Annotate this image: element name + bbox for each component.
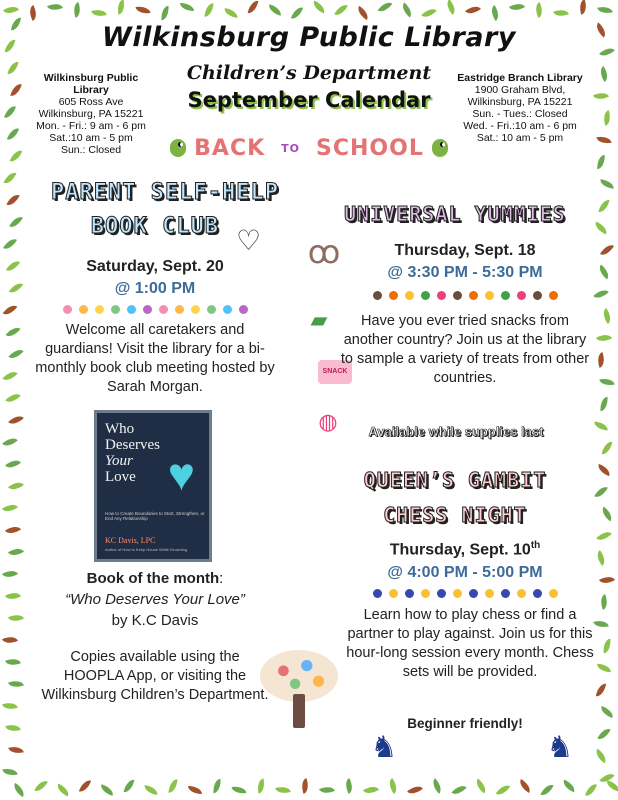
heart-family-icon: ♡ <box>236 225 262 256</box>
divider-dot <box>127 305 136 314</box>
main-branch-hours2: Sat.:10 am - 5 pm <box>49 132 133 144</box>
leaf-icon <box>451 782 466 798</box>
leaf-icon <box>593 749 609 763</box>
divider-dot <box>437 291 446 300</box>
leaf-icon <box>443 0 458 15</box>
book-cover-title-3: Your <box>105 453 133 469</box>
main-branch-hours3: Sun.: Closed <box>60 144 122 156</box>
banner-school-text: SCHOOL <box>316 135 424 161</box>
leaf-icon <box>585 782 597 798</box>
eastridge-branch-hours3: Sat.: 10 am - 5 pm <box>476 132 564 144</box>
leaf-icon <box>34 778 48 794</box>
leaf-icon <box>473 779 489 794</box>
leaf-icon <box>232 785 247 795</box>
main-branch-address1: 605 Ross Ave <box>58 96 124 108</box>
main-branch-info <box>26 72 156 156</box>
leaf-icon <box>299 778 311 794</box>
divider-dot <box>469 589 478 598</box>
leaf-icon <box>136 5 151 15</box>
divider-dot <box>533 291 542 300</box>
leaf-icon <box>5 722 21 734</box>
donut-icon: ◍ <box>318 409 338 434</box>
divider-dot <box>373 589 382 598</box>
leaf-icon <box>5 456 21 471</box>
leaf-icon <box>540 782 553 798</box>
leaf-icon <box>605 780 618 791</box>
leaf-icon <box>593 222 609 235</box>
divider-dot <box>501 291 510 300</box>
leaf-icon <box>11 783 27 797</box>
month-title: September Calendar <box>187 88 431 112</box>
leaf-icon <box>3 302 18 318</box>
leaf-icon <box>599 706 615 718</box>
yummies-heading: UNIVERSAL YUMMIES <box>344 202 566 226</box>
divider-dot <box>111 305 120 314</box>
leaf-icon <box>407 782 423 797</box>
chess-date-line <box>340 540 590 559</box>
back-to-school-banner <box>170 133 448 163</box>
divider-dot <box>239 305 248 314</box>
leaf-icon <box>275 784 291 796</box>
divider-dot <box>63 305 72 314</box>
leaf-icon <box>599 507 615 522</box>
leaf-icon <box>2 501 18 516</box>
banner-back-text: BACK <box>194 135 266 161</box>
leaf-icon <box>256 778 267 793</box>
leaf-icon <box>597 726 610 742</box>
leaf-icon <box>99 784 115 796</box>
book-cover-subtitle: How to Create Boundaries to Start, Strengthen, or End Any Relationship <box>105 511 205 521</box>
leaf-icon <box>5 390 20 406</box>
leaf-icon <box>188 786 202 794</box>
leaf-icon <box>116 0 127 15</box>
leaf-icon <box>91 7 107 19</box>
leaf-icon <box>8 678 24 690</box>
leaf-icon <box>602 440 613 455</box>
leaf-icon <box>594 422 609 431</box>
leaf-icon <box>601 110 613 126</box>
leaf-icon <box>71 2 83 18</box>
botm-author: by K.C Davis <box>111 612 199 629</box>
leaf-icon <box>8 611 24 624</box>
leaf-icon <box>6 324 21 340</box>
yummies-description: Have you ever tried snacks from another country? Join us at the library to sample a variety of treats from other countries. <box>340 313 590 386</box>
banner-back <box>194 136 265 161</box>
leaf-icon <box>553 7 569 20</box>
leaf-icon <box>399 2 415 17</box>
leaf-icon <box>3 3 19 17</box>
leaf-icon <box>2 767 17 778</box>
leaf-icon <box>600 397 609 412</box>
leaf-icon <box>532 2 545 18</box>
leaf-icon <box>597 4 613 15</box>
leaf-icon <box>2 368 17 384</box>
page-subtitle: Children’s Department <box>186 62 432 84</box>
divider-dot <box>159 305 168 314</box>
leaf-icon <box>8 479 24 494</box>
snack-bag-icon: SNACK <box>318 360 352 384</box>
leaf-icon <box>26 5 40 21</box>
leaf-icon <box>600 308 615 324</box>
leaf-icon <box>596 464 612 476</box>
leaf-icon <box>8 744 24 755</box>
leaf-icon <box>363 783 379 797</box>
leaf-icon <box>267 4 283 16</box>
chess-date-suffix: th <box>530 540 541 551</box>
leaf-icon <box>161 6 170 21</box>
book-club-description: Welcome all caretakers and guardians! Visit the library for a bi-monthly book club meeting hosted by Sarah Morgan. <box>35 322 275 395</box>
chess-time: @ 4:00 PM - 5:00 PM <box>387 564 543 581</box>
leaf-icon <box>2 567 18 581</box>
leaf-icon <box>8 412 24 427</box>
divider-dot <box>373 291 382 300</box>
divider-dot <box>549 589 558 598</box>
eastridge-branch-hours2: Wed. - Fri.:10 am - 6 pm <box>463 120 577 132</box>
book-club-time: @ 1:00 PM <box>114 280 196 297</box>
book-cover-author: KC Davis, LPC <box>105 536 156 545</box>
candy-bar-icon: ▰ <box>310 307 328 332</box>
leaf-icon <box>599 573 615 587</box>
leaf-icon <box>2 633 18 646</box>
divider-dot <box>405 291 414 300</box>
divider-dot <box>421 291 430 300</box>
botm-colon: : <box>219 570 224 587</box>
yummies-time: @ 3:30 PM - 5:30 PM <box>387 264 543 281</box>
eastridge-branch-hours1: Sun. - Tues.: Closed <box>472 108 568 120</box>
leaf-icon <box>509 0 525 14</box>
leaf-icon <box>2 434 18 449</box>
banner-school <box>316 136 424 161</box>
chess-heading-line2: CHESS NIGHT <box>383 503 527 527</box>
leaf-icon <box>596 265 612 280</box>
leaf-icon <box>600 179 615 188</box>
leaf-icon <box>596 528 611 544</box>
leaf-icon <box>79 778 91 794</box>
divider-dot <box>517 291 526 300</box>
book-cover-title-2: Deserves <box>105 437 160 453</box>
book-heart-icon: ♥ <box>167 448 195 500</box>
book-cover-author-note: Author of How to Keep House While Drowning <box>105 547 188 552</box>
leaf-icon <box>8 545 24 559</box>
leaf-icon <box>311 0 327 13</box>
botm-label-line <box>30 570 280 587</box>
book-club-heading-line1: PARENT SELF-HELP <box>51 180 279 205</box>
leaf-icon <box>5 589 21 603</box>
leaf-icon <box>465 3 481 18</box>
leaf-icon <box>3 170 16 186</box>
divider-dot <box>223 305 232 314</box>
leaf-icon <box>6 258 20 274</box>
leaf-icon <box>386 778 401 794</box>
leaf-icon <box>2 700 18 712</box>
leaf-icon <box>47 0 63 13</box>
book-club-dot-divider <box>30 305 280 314</box>
leaf-icon <box>3 236 17 252</box>
divider-dot <box>389 589 398 598</box>
divider-dot <box>437 589 446 598</box>
leaf-icon <box>5 656 21 669</box>
leaf-icon <box>600 242 614 258</box>
leaf-icon <box>597 155 605 169</box>
divider-dot <box>207 305 216 314</box>
eastridge-branch-info <box>455 72 585 144</box>
bookworm-left-icon <box>170 139 186 157</box>
leaf-icon <box>7 126 19 142</box>
book-club-date: Saturday, Sept. 20 <box>86 258 224 275</box>
leaf-icon <box>597 664 611 672</box>
chess-note: Beginner friendly! <box>407 716 523 731</box>
eastridge-branch-address1: 1900 Graham Blvd, <box>474 84 566 96</box>
leaf-icon <box>319 783 335 796</box>
leaf-icon <box>144 785 159 795</box>
divider-dot <box>485 291 494 300</box>
leaf-icon <box>355 6 371 20</box>
book-cover-title-4: Love <box>105 469 136 485</box>
divider-dot <box>453 589 462 598</box>
main-branch-hours1: Mon. - Fri.: 9 am - 6 pm <box>36 120 146 132</box>
divider-dot <box>175 305 184 314</box>
leaf-icon <box>599 377 614 388</box>
leaf-icon <box>248 0 259 15</box>
leaf-icon <box>169 779 178 794</box>
banner-to: TO <box>281 141 301 155</box>
leaf-icon <box>180 3 194 11</box>
divider-dot <box>517 589 526 598</box>
leaf-icon <box>378 0 393 15</box>
leaf-icon <box>5 523 21 537</box>
leaf-icon <box>488 5 502 21</box>
chess-heading-line1: QUEEN’S GAMBIT <box>363 468 547 492</box>
leaf-icon <box>598 198 609 214</box>
divider-dot <box>95 305 104 314</box>
chess-knight-right-icon: ♞ <box>546 731 574 764</box>
leaf-icon <box>224 8 239 18</box>
leaf-icon <box>593 618 609 629</box>
book-club-heading-line2: BOOK CLUB <box>90 214 220 239</box>
divider-dot <box>389 291 398 300</box>
leaf-icon <box>594 484 608 500</box>
divider-dot <box>405 589 414 598</box>
chess-date: Thursday, Sept. 10 <box>389 541 531 559</box>
divider-dot <box>453 291 462 300</box>
leaf-icon <box>342 778 356 794</box>
leaf-icon <box>517 779 533 793</box>
availability-text: Copies available using the HOOPLA App, or visiting the Wilkinsburg Children’s Department. <box>41 649 269 703</box>
yummies-date: Thursday, Sept. 18 <box>394 242 536 259</box>
chess-knight-left-icon: ♞ <box>370 731 398 764</box>
leaf-icon <box>596 331 612 345</box>
divider-dot <box>421 589 430 598</box>
divider-dot <box>485 589 494 598</box>
leaf-icon <box>124 778 135 793</box>
book-tree-icon <box>256 650 342 730</box>
botm-label: Book of the month <box>86 570 220 587</box>
leaf-icon <box>596 135 611 145</box>
yummies-note: Available while supplies last <box>368 424 544 439</box>
eastridge-branch-address2: Wilkinsburg, PA 15221 <box>467 96 573 108</box>
leaf-icon <box>496 782 510 798</box>
main-branch-address2: Wilkinsburg, PA 15221 <box>38 108 144 120</box>
leaf-icon <box>9 280 23 296</box>
main-branch-name: Wilkinsburg Public Library <box>43 72 139 96</box>
divider-dot <box>79 305 88 314</box>
leaf-icon <box>598 594 611 610</box>
bookworm-right-icon <box>432 139 448 157</box>
divider-dot <box>191 305 200 314</box>
leaf-icon <box>8 346 23 362</box>
leaf-icon <box>213 779 222 794</box>
leaf-icon <box>594 550 609 566</box>
leaf-icon <box>10 148 23 164</box>
leaf-icon <box>205 3 214 18</box>
pretzel-icon: ꝏ <box>307 234 341 270</box>
leaf-icon <box>291 5 303 21</box>
divider-dot <box>469 291 478 300</box>
divider-dot <box>143 305 152 314</box>
chess-dot-divider <box>340 589 590 598</box>
eastridge-branch-name: Eastridge Branch Library <box>457 72 583 84</box>
book-cover-image <box>94 410 212 562</box>
page-title: Wilkinsburg Public Library <box>102 22 516 53</box>
leaf-icon <box>421 5 436 21</box>
leaf-icon <box>577 0 589 15</box>
leaf-icon <box>595 352 607 368</box>
botm-title: “Who Deserves Your Love” <box>65 591 245 608</box>
leaf-icon <box>593 286 609 301</box>
leaf-icon <box>6 192 19 208</box>
chess-description: Learn how to play chess or find a partner to play against. Join us for this hour-long session every month. Chess sets will be provided. <box>346 607 594 680</box>
leaf-icon <box>596 682 606 697</box>
divider-dot <box>533 589 542 598</box>
leaf-icon <box>602 639 611 654</box>
divider-dot <box>549 291 558 300</box>
leaf-icon <box>334 2 348 18</box>
divider-dot <box>501 589 510 598</box>
book-cover-title-1: Who <box>105 421 135 437</box>
yummies-dot-divider <box>340 291 590 300</box>
leaf-icon <box>55 783 71 796</box>
leaf-icon <box>429 778 444 794</box>
leaf-icon <box>561 780 577 793</box>
